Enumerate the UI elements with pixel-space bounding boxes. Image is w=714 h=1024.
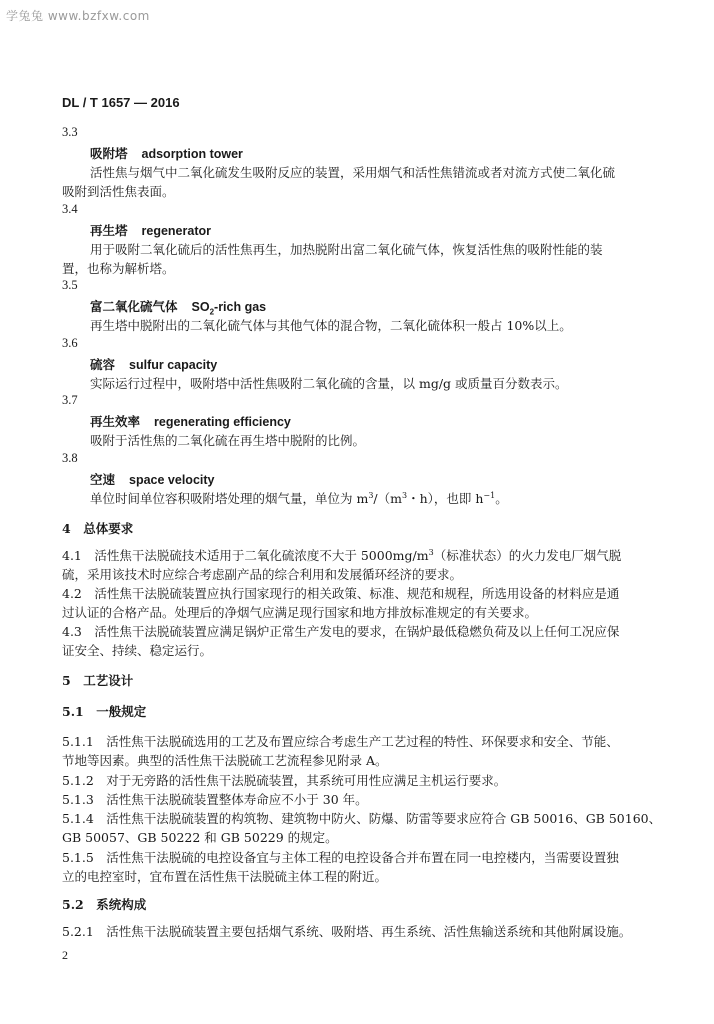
term-number: 3.5 bbox=[62, 278, 78, 292]
superscript: 3 bbox=[368, 490, 374, 500]
term-en: regenerator bbox=[141, 224, 211, 238]
clause: 节地等因素。典型的活性焦干法脱硫工艺流程参见附录 A。 bbox=[62, 753, 388, 768]
clause: 立的电控室时，宜布置在活性焦干法脱硫主体工程的附近。 bbox=[62, 869, 388, 884]
term-cn: 再生塔 bbox=[90, 223, 128, 238]
term-definition: 再生塔中脱附出的二氧化硫气体与其他气体的混合物，二氧化硫体积一般占 10%以上。 bbox=[90, 318, 572, 333]
term-definition: 吸附到活性焦表面。 bbox=[62, 184, 175, 199]
watermark: 学兔兔 www.bzfxw.com bbox=[6, 9, 150, 23]
term-definition: 置，也称为解析塔。 bbox=[62, 261, 175, 276]
section-heading: 5 工艺设计 bbox=[62, 673, 134, 688]
term-title bbox=[90, 221, 211, 239]
term-title bbox=[90, 144, 243, 162]
subsection-heading: 5.1 一般规定 bbox=[62, 704, 147, 719]
term-en: sulfur capacity bbox=[129, 358, 218, 372]
clause: 证安全、持续、稳定运行。 bbox=[62, 643, 213, 658]
term-definition bbox=[90, 489, 508, 507]
clause: 5.1.5 活性焦干法脱硫的电控设备宜与主体工程的电控设备合并布置在同一电控楼内，当需要设置独 bbox=[62, 850, 619, 865]
clause: 4.3 活性焦干法脱硫装置应满足锅炉正常生产发电的要求，在锅炉最低稳燃负荷及以上任何工况应保 bbox=[62, 624, 620, 639]
section-heading: 4 总体要求 bbox=[62, 521, 134, 536]
term-title bbox=[90, 470, 214, 488]
term-number: 3.8 bbox=[62, 451, 78, 465]
term-cn: 硫容 bbox=[90, 357, 116, 372]
term-title bbox=[90, 412, 291, 430]
clause: 过认证的合格产品。处理后的净烟气应满足现行国家和地方排放标准规定的有关要求。 bbox=[62, 605, 538, 620]
term-definition: 吸附于活性焦的二氧化硫在再生塔中脱附的比例。 bbox=[90, 433, 366, 448]
standard-header: DL / T 1657 — 2016 bbox=[62, 95, 180, 110]
def-part: 。 bbox=[495, 491, 508, 506]
term-en: space velocity bbox=[129, 473, 215, 487]
superscript: 3 bbox=[402, 490, 408, 500]
term-en-part: -rich gas bbox=[214, 300, 267, 314]
clause: GB 50057、GB 50222 和 GB 50229 的规定。 bbox=[62, 830, 338, 845]
clause bbox=[62, 546, 621, 564]
term-cn: 富二氧化硫气体 bbox=[90, 299, 178, 314]
term-en: regenerating efficiency bbox=[154, 415, 291, 429]
term-title bbox=[90, 355, 217, 373]
term-definition: 实际运行过程中，吸附塔中活性焦吸附二氧化硫的含量，以 mg/g 或质量百分数表示。 bbox=[90, 376, 568, 391]
clause: 5.1.2 对于无旁路的活性焦干法脱硫装置，其系统可用性应满足主机运行要求。 bbox=[62, 773, 507, 788]
clause-part: （标准状态）的火力发电厂烟气脱 bbox=[433, 548, 622, 563]
term-cn: 再生效率 bbox=[90, 414, 141, 429]
term-cn: 吸附塔 bbox=[90, 146, 128, 161]
term-number: 3.7 bbox=[62, 393, 78, 407]
term-en bbox=[191, 300, 267, 317]
clause: 5.1.1 活性焦干法脱硫选用的工艺及布置应综合考虑生产工艺过程的特性、环保要求和安全、节能、 bbox=[62, 734, 619, 749]
def-part: ・h），也即 h bbox=[407, 491, 484, 506]
term-en-part: SO bbox=[191, 300, 210, 314]
clause-part: 4.1 活性焦干法脱硫技术适用于二氧化硫浓度不大于 5000mg/m bbox=[62, 548, 429, 563]
def-part: 单位时间单位容积吸附塔处理的烟气量，单位为 m bbox=[90, 491, 369, 506]
term-number: 3.6 bbox=[62, 336, 78, 350]
def-part: /（m bbox=[373, 491, 402, 506]
clause: 5.2.1 活性焦干法脱硫装置主要包括烟气系统、吸附塔、再生系统、活性焦输送系统和其他附属设施。 bbox=[62, 924, 632, 939]
term-definition: 活性焦与烟气中二氧化硫发生吸附反应的装置，采用烟气和活性焦错流或者对流方式使二氧化硫 bbox=[90, 165, 616, 180]
term-title bbox=[90, 297, 266, 317]
term-number: 3.4 bbox=[62, 202, 78, 216]
clause: 5.1.3 活性焦干法脱硫装置整体寿命应不小于 30 年。 bbox=[62, 792, 368, 807]
subsection-heading: 5.2 系统构成 bbox=[62, 897, 147, 912]
clause: 5.1.4 活性焦干法脱硫装置的构筑物、建筑物中防火、防爆、防雷等要求应符合 GB 50016、GB 50160、 bbox=[62, 811, 662, 826]
term-en: adsorption tower bbox=[141, 147, 243, 161]
superscript: −1 bbox=[483, 490, 496, 500]
term-number: 3.3 bbox=[62, 125, 78, 139]
term-cn: 空速 bbox=[90, 472, 116, 487]
subscript: 2 bbox=[209, 307, 215, 317]
page-number: 2 bbox=[62, 948, 68, 962]
clause: 硫，采用该技术时应综合考虑副产品的综合利用和发展循环经济的要求。 bbox=[62, 567, 463, 582]
superscript: 3 bbox=[428, 547, 434, 557]
clause: 4.2 活性焦干法脱硫装置应执行国家现行的相关政策、标准、规范和规程，所选用设备的材料应是通 bbox=[62, 586, 620, 601]
term-definition: 用于吸附二氧化硫后的活性焦再生，加热脱附出富二氧化硫气体，恢复活性焦的吸附性能的装 bbox=[90, 242, 603, 257]
